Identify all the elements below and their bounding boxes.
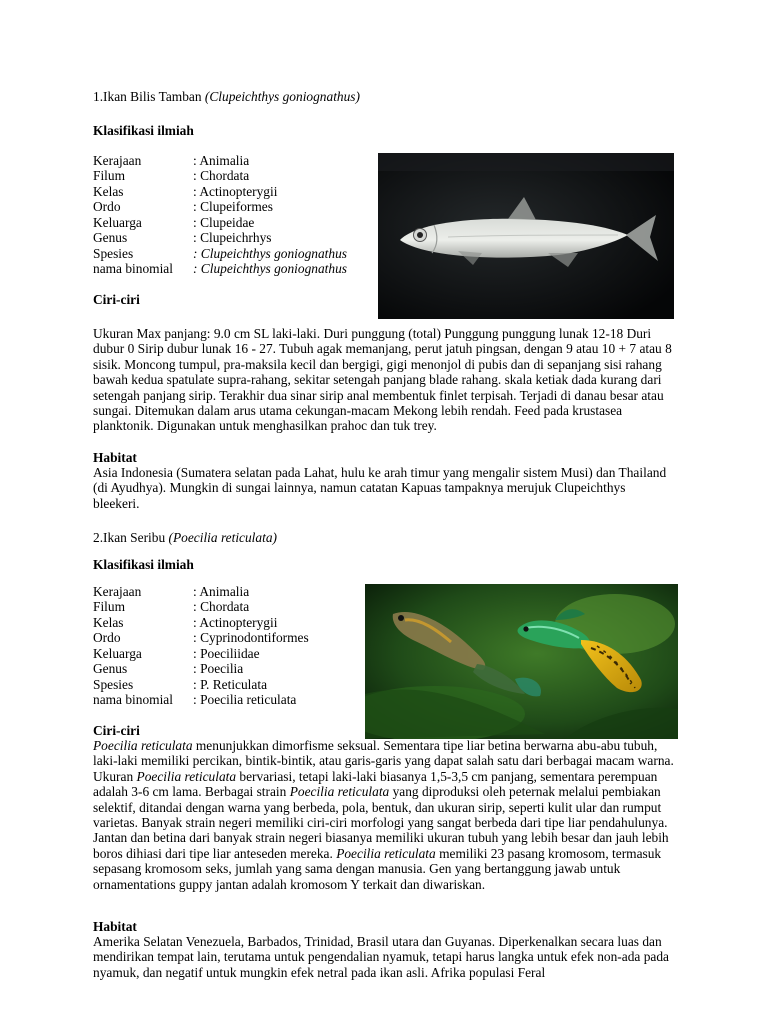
row-key: Ordo [93,199,121,214]
anchovy-fish-illustration [378,153,674,319]
features-text-segment: menunjukkan dimorfisme seksual. Sementara tipe liar betina berwarna abu-abu tubuh, laki-laki memiliki percikan, bintik-bintik, atau garis-garis yang dapat salah satu dari berbagai macam warna. Ukuran [93,738,674,784]
species-name-italic: Poecilia reticulata [136,768,237,784]
row-value: : Clupeidae [193,215,255,230]
row-value: : Animalia [193,584,250,599]
species-name-italic: Poecilia reticulata [289,784,390,800]
row-key: Filum [93,599,125,614]
section-1-features-heading: Ciri-ciri [93,292,140,307]
features-text-segment: memiliki 23 pasang kromosom, termasuk sepasang kromosom seks, jumlah yang sama dengan manusia. Gen yang bertanggung jawab untuk ornamentations guppy jantan adalah kromosom Y terkait dan diwariskan. [93,845,662,892]
section-1-title [93,89,360,104]
species-name-italic: Poecilia reticulata [93,738,193,753]
section-1-habitat-heading: Habitat [93,450,137,465]
row-key: Spesies [93,677,134,692]
row-value: : Chordata [193,599,250,614]
row-key: Genus [93,230,128,245]
section-2-features-heading: Ciri-ciri [93,723,140,738]
row-key: Ordo [93,630,121,645]
section-1-classification-heading: Klasifikasi ilmiah [93,123,194,138]
row-key: Keluarga [93,215,142,230]
row-key: Spesies [93,246,134,261]
features-text-segment: bervariasi, tetapi laki-laki biasanya 1,5-3,5 cm panjang, sementara perempuan adalah 3-6 cm lama. Berbagai strain [93,768,658,800]
row-value: : Chordata [193,168,250,183]
section-2-habitat-heading: Habitat [93,919,137,934]
section-2-classification-heading: Klasifikasi ilmiah [93,557,194,572]
row-key: Keluarga [93,646,142,661]
row-value: : Animalia [193,153,250,168]
section-2-scientific-name: (Poecilia reticulata) [168,530,277,545]
row-key: Genus [93,661,128,676]
row-key: nama binomial [93,692,173,707]
guppy-photo [365,584,678,739]
row-key: Kelas [93,184,124,199]
features-text-segment: yang diproduksi oleh peternak melalui pembiakan selektif, ditandai dengan warna yang berbeda, pola, bentuk, dan ukuran sirip, seperti kulit ular dan rumput varietas. Banyak strain negeri memiliki ciri-ciri morfologi yang sangat berbeda dari tipe liar pendahulunya. Jantan dan betina dari banyak strain negeri biasanya memiliki ukuran tubuh yang lebih besar dan jauh lebih boros dihiasi dari tipe liar anteseden mereka. [93,784,669,861]
species-name-italic: Poecilia reticulata [336,845,436,861]
row-value: : Clupeichthys goniognathus [193,261,347,276]
row-key: Kelas [93,615,124,630]
section-2-features-text [93,738,683,892]
guppy-fish-illustration [365,584,678,739]
section-1-common-name: 1.Ikan Bilis Tamban [93,89,202,104]
row-value: : Poecilia [193,661,244,676]
row-key: Kerajaan [93,153,142,168]
row-value: : Clupeiformes [193,199,273,214]
anchovy-photo [378,153,674,319]
section-1-habitat-text: Asia Indonesia (Sumatera selatan pada Lahat, hulu ke arah timur yang mengalir sistem Musi) dan Thailand (di Ayudhya). Mungkin di sungai lainnya, namun catatan Kapuas tampaknya merujuk Clupeichthys bleekeri. [93,465,667,511]
row-value: : P. Reticulata [193,677,268,692]
row-key: Filum [93,168,125,183]
section-1-features-text: Ukuran Max panjang: 9.0 cm SL laki-laki. Duri punggung (total) Punggung punggung lunak 12-18 Duri dubur 0 Sirip dubur lunak 16 - 27. Tubuh agak memanjang, perut jatuh pingsan, dengan 9 atau 10 + 7 atau 8 sisik. Moncong tumpul, pra-maksila kecil dan bergigi, gigi menonjol di pubis dan di sepanjang sisi rahang bawah kedua spatulate supra-rahang, sekitar setengah panjang blade rahang. skala ketiak dada kurang dari setengah panjang sirip. Terakhir dua sinar sirip anal membentuk finlet terpisah. Terjadi di danau besar atau sungai. Ditemukan dalam arus utama cekungan-macam Mekong lebih rendah. Feed pada krustasea planktonik. Digunakan untuk menghasilkan prahoc dan tuk trey. [93,326,672,434]
row-value: : Clupeichrhys [193,230,272,245]
row-key: Kerajaan [93,584,142,599]
row-value: : Actinopterygii [193,184,278,199]
section-1-scientific-name: (Clupeichthys goniognathus) [204,89,360,104]
row-value: : Actinopterygii [193,615,278,630]
row-value: : Poecilia reticulata [193,692,297,707]
section-2-title [93,530,277,545]
section-2-habitat-text: Amerika Selatan Venezuela, Barbados, Trinidad, Brasil utara dan Guyanas. Diperkenalkan secara luas dan mendirikan tempat lain, terutama untuk pengendalian nyamuk, tetapi harus langka untuk efek non-ada pada nyamuk, dan negatif untuk mungkin efek netral pada ikan asli. Afrika populasi Feral [93,934,669,980]
row-value: : Cyprinodontiformes [193,630,309,645]
row-value: : Poeciliidae [193,646,260,661]
section-2-common-name: 2.Ikan Seribu [93,530,166,545]
row-key: nama binomial [93,261,173,276]
row-value: : Clupeichthys goniognathus [193,246,347,261]
